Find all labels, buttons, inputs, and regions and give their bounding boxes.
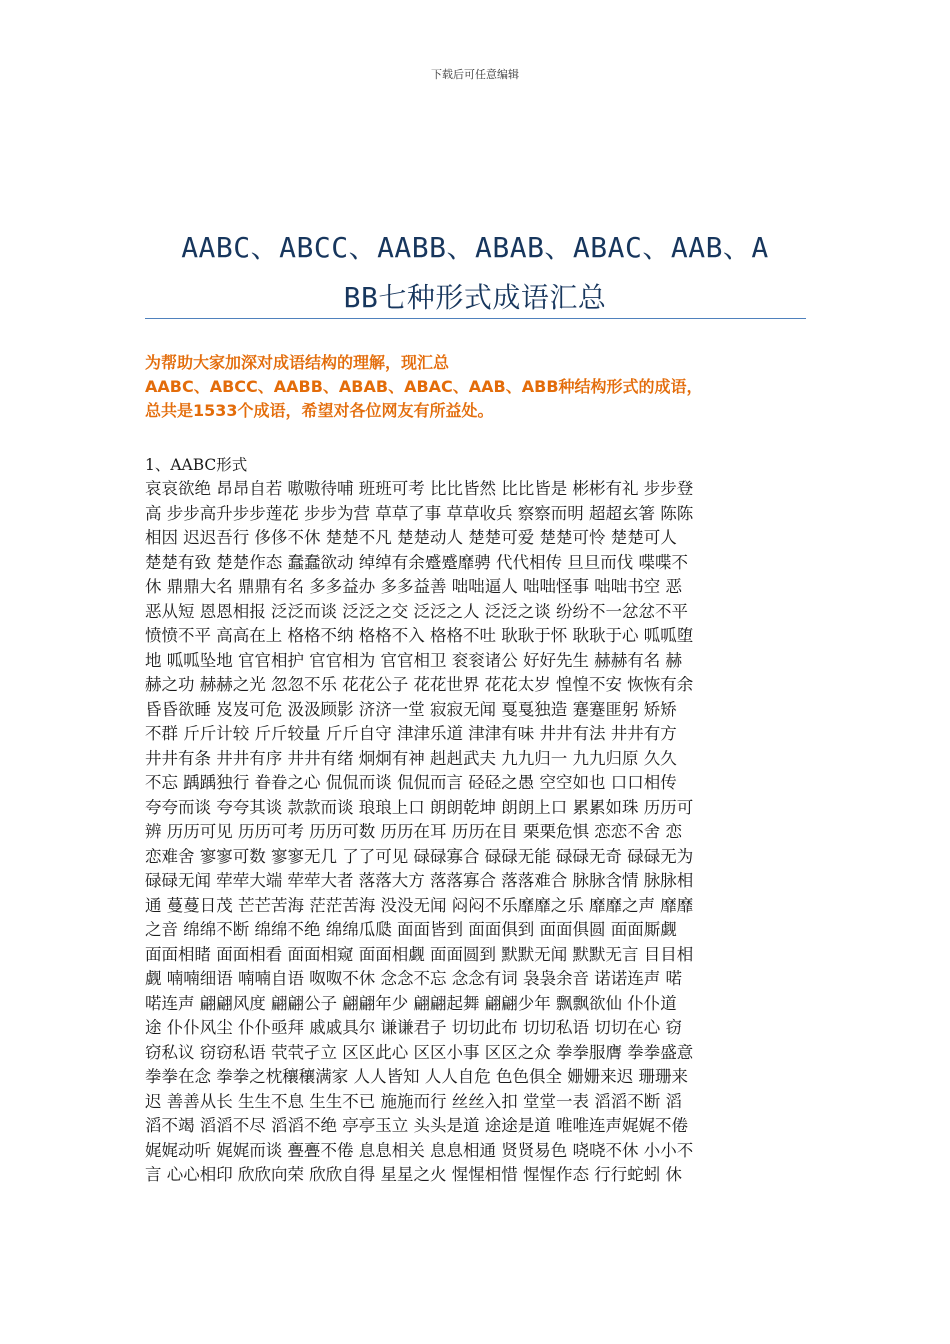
idiom-line: 喏连声 翩翩风度 翩翩公子 翩翩年少 翩翩起舞 翩翩少年 飘飘欲仙 仆仆道 bbox=[145, 993, 677, 1013]
title-divider bbox=[145, 318, 806, 319]
idiom-line: 恶从短 恩恩相报 泛泛而谈 泛泛之交 泛泛之人 泛泛之谈 纷纷不一忿忿不平 bbox=[145, 601, 688, 621]
idiom-line: 迟 善善从长 生生不息 生生不已 施施而行 丝丝入扣 堂堂一表 滔滔不断 滔 bbox=[145, 1091, 682, 1111]
idiom-line: 夸夸而谈 夸夸其谈 款款而谈 琅琅上口 朗朗乾坤 朗朗上口 累累如珠 历历可 bbox=[145, 797, 694, 817]
idiom-line: 面面相睹 面面相看 面面相窥 面面相觑 面面圆到 默默无闻 默默无言 目目相 bbox=[145, 944, 694, 964]
idiom-line: 滔不竭 滔滔不尽 滔滔不绝 亭亭玉立 头头是道 途途是道 唯唯连声娓娓不倦 bbox=[145, 1116, 688, 1135]
idiom-line: 之音 绵绵不断 绵绵不绝 绵绵瓜瓞 面面皆到 面面俱到 面面俱圆 面面厮觑 bbox=[145, 920, 677, 939]
idiom-line: 觑 喃喃细语 喃喃自语 呶呶不休 念念不忘 念念有词 袅袅余音 诺诺连声 喏 bbox=[145, 969, 682, 988]
idiom-line: 井井有条 井井有序 井井有绪 炯炯有神 赳赳武夫 九九归一 九九归原 久久 bbox=[145, 748, 677, 768]
idiom-line: 言 心心相印 欣欣向荣 欣欣自得 星星之火 惺惺相惜 惺惺作态 行行蛇蚓 休 bbox=[145, 1165, 682, 1184]
idiom-line: 地 呱呱坠地 官官相护 官官相为 官官相卫 衮衮诸公 好好先生 赫赫有名 赫 bbox=[145, 650, 682, 670]
idiom-line: 赫之功 赫赫之光 忽忽不乐 花花公子 花花世界 花花太岁 惶惶不安 恢恢有余 bbox=[145, 675, 694, 694]
idiom-line: 楚楚有致 楚楚作态 蠢蠢欲动 绰绰有余蹙蹙靡骋 代代相传 旦旦而伐 喋喋不 bbox=[145, 552, 688, 572]
section-heading: 1、AABC形式 bbox=[145, 456, 248, 474]
section-aabc bbox=[145, 453, 810, 1188]
idiom-line: 窃私议 窃窃私语 茕茕孑立 区区此心 区区小事 区区之众 拳拳服膺 拳拳盛意 bbox=[145, 1042, 694, 1062]
idiom-line: 辨 历历可见 历历可考 历历可数 历历在耳 历历在目 栗栗危惧 恋恋不舍 恋 bbox=[145, 822, 682, 841]
idiom-line: 不群 斤斤计较 斤斤较量 斤斤自守 津津乐道 津津有味 井井有法 井井有方 bbox=[145, 724, 677, 743]
idiom-line: 碌碌无闻 荦荦大端 荦荦大者 落落大方 落落寡合 落落难合 脉脉含情 脉脉相 bbox=[145, 871, 694, 890]
idiom-line: 拳拳在念 拳拳之枕穰穰满家 人人皆知 人人自危 色色俱全 姗姗来迟 珊珊来 bbox=[145, 1067, 688, 1086]
idiom-line: 不忘 踽踽独行 眷眷之心 侃侃而谈 侃侃而言 硁硁之愚 空空如也 口口相传 bbox=[145, 773, 677, 792]
header-note: 下载后可任意编辑 bbox=[431, 68, 519, 81]
idiom-line: 恋难舍 寥寥可数 寥寥无几 了了可见 碌碌寡合 碌碌无能 碌碌无奇 碌碌无为 bbox=[145, 846, 694, 866]
intro-line-3: 总共是1533个成语，希望对各位网友有所益处。 bbox=[145, 401, 494, 420]
idiom-list bbox=[145, 477, 810, 1188]
idiom-line: 休 鼎鼎大名 鼎鼎有名 多多益办 多多益善 咄咄逼人 咄咄怪事 咄咄书空 恶 bbox=[145, 577, 682, 596]
title-line-1: AABC、ABCC、AABB、ABAB、ABAC、AAB、A bbox=[181, 231, 769, 264]
idiom-line: 相因 迟迟吾行 侈侈不休 楚楚不凡 楚楚动人 楚楚可爱 楚楚可怜 楚楚可人 bbox=[145, 528, 677, 547]
idiom-line: 愤愤不平 高高在上 格格不纳 格格不入 格格不吐 耿耿于怀 耿耿于心 呱呱堕 bbox=[145, 626, 694, 645]
idiom-line: 途 仆仆风尘 仆仆亟拜 戚戚具尔 谦谦君子 切切此布 切切私语 切切在心 窃 bbox=[145, 1018, 682, 1037]
title-line-2: BB七种形式成语汇总 bbox=[343, 281, 607, 314]
intro-line-1: 为帮助大家加深对成语结构的理解，现汇总 bbox=[145, 353, 450, 372]
page-title bbox=[145, 223, 805, 323]
intro-line-2: AABC、ABCC、AABB、ABAB、ABAC、AAB、ABB种结构形式的成语， bbox=[145, 377, 703, 396]
idiom-line: 高 步步高升步步莲花 步步为营 草草了事 草草收兵 察察而明 超超玄箸 陈陈 bbox=[145, 503, 694, 523]
idiom-line: 娓娓动听 娓娓而谈 亹亹不倦 息息相关 息息相通 贤贤易色 哓哓不休 小小不 bbox=[145, 1140, 694, 1160]
idiom-line: 昏昏欲睡 岌岌可危 汲汲顾影 济济一堂 寂寂无闻 戛戛独造 蹇蹇匪躬 矫矫 bbox=[145, 699, 677, 719]
idiom-line: 通 蔓蔓日茂 芒芒苦海 茫茫苦海 没没无闻 闷闷不乐靡靡之乐 靡靡之声 靡靡 bbox=[145, 895, 694, 915]
idiom-line: 哀哀欲绝 昂昂自若 嗷嗷待哺 班班可考 比比皆然 比比皆是 彬彬有礼 步步登 bbox=[145, 479, 694, 498]
intro-paragraph bbox=[145, 351, 810, 423]
